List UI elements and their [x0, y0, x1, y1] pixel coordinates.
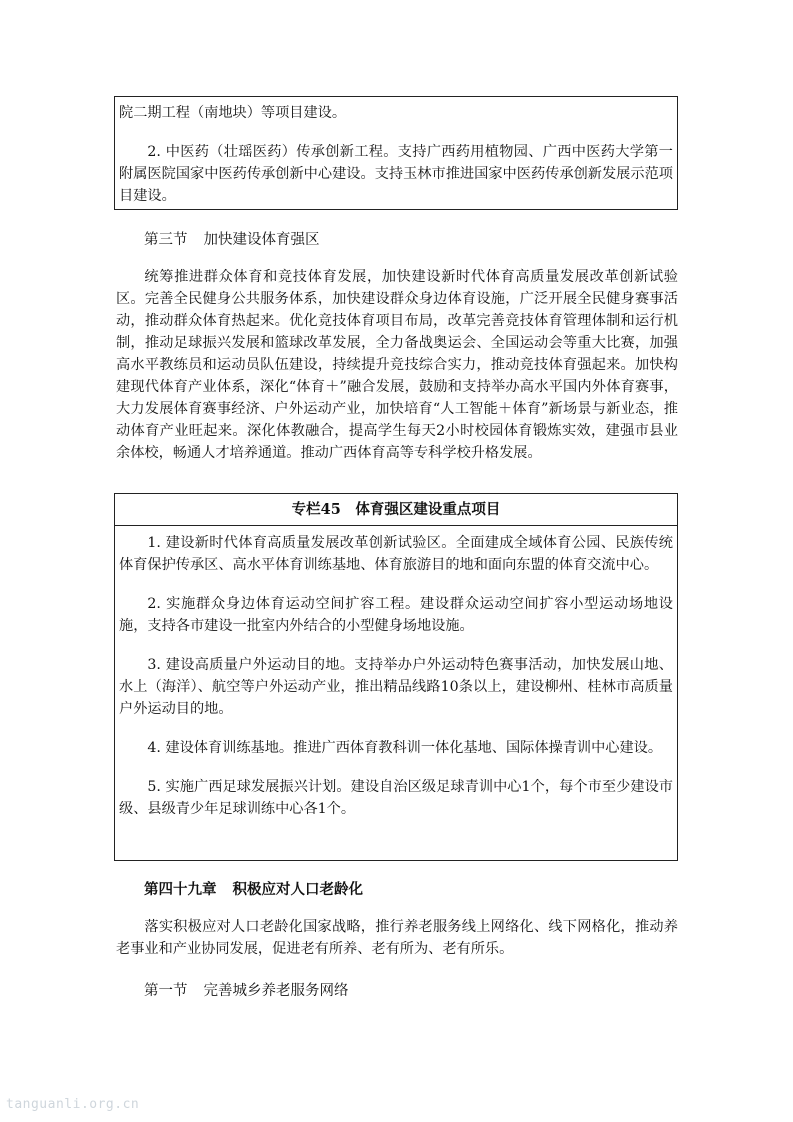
section-number: 第一节	[144, 983, 188, 999]
section-title: 完善城乡养老服务网络	[203, 983, 349, 999]
chapter-number: 第四十九章	[144, 881, 217, 898]
section-heading-3	[144, 229, 320, 251]
body-paragraph-sports	[116, 266, 678, 464]
column-item-4: 4. 建设体育训练基地。推进广西体育教科训一体化基地、国际体操青训中心建设。	[147, 740, 663, 756]
column-item-1: 1. 建设新时代体育高质量发展改革创新试验区。全面建成全域体育公园、民族传统体育保护传承区、高水平体育训练基地、体育旅游目的地和面向东盟的体育交流中心。	[119, 535, 673, 573]
chapter-title: 积极应对人口老龄化	[232, 881, 363, 898]
body-paragraph-aging	[116, 916, 678, 960]
column-item-2: 2. 实施群众身边体育运动空间扩容工程。建设群众运动空间扩容小型运动场地设施，支持各市建设一批室内外结合的小型健身场地设施。	[119, 596, 673, 634]
column-body	[115, 526, 677, 820]
section-number: 第三节	[144, 232, 188, 248]
box1-item-2: 2. 中医药（壮瑶医药）传承创新工程。支持广西药用植物园、广西中医药大学第一附属医院国家中医药传承创新中心建设。支持玉林市推进国家中医药传承创新发展示范项目建设。	[119, 144, 673, 204]
column-45-box	[114, 493, 678, 861]
paragraph-text: 统筹推进群众体育和竞技体育发展，加快建设新时代体育高质量发展改革创新试验区。完善全民健身公共服务体系，加快建设群众身边体育设施，广泛开展全民健身赛事活动，推动群众体育热起来。优化竞技体育项目布局，改革完善竞技体育管理体制和运行机制，推动足球振兴发展和篮球改革发展，全力备战奥运会、全国运动会等重大比赛，加强高水平教练员和运动员队伍建设，持续提升竞技综合实力，推动竞技体育强起来。加快构建现代体育产业体系，深化“体育＋”融合发展，鼓励和支持举办高水平国内外体育赛事，大力发展体育赛事经济、户外运动产业，加快培育“人工智能＋体育”新场景与新业态，推动体育产业旺起来。深化体教融合，提高学生每天2小时校园体育锻炼实效，建强市县业余体校，畅通人才培养通道。推动广西体育高等专科学校升格发展。	[116, 269, 678, 461]
column-item-5: 5. 实施广西足球发展振兴计划。建设自治区级足球青训中心1个，每个市至少建设市级、县级青少年足球训练中心各1个。	[119, 779, 673, 817]
watermark: tanguanli.org.cn	[6, 1097, 140, 1112]
box1-line0: 院二期工程（南地块）等项目建设。	[119, 105, 347, 121]
continued-project-box	[114, 96, 678, 210]
column-item-3: 3. 建设高质量户外运动目的地。支持举办户外运动特色赛事活动，加快发展山地、水上（海洋）、航空等户外运动产业，推出精品线路10条以上，建设柳州、桂林市高质量户外运动目的地。	[119, 657, 673, 717]
section-heading-1	[144, 980, 349, 1002]
column-title: 专栏45 体育强区建设重点项目	[115, 494, 677, 526]
chapter-heading-49	[144, 879, 363, 901]
paragraph-text: 落实积极应对人口老龄化国家战略，推行养老服务线上网络化、线下网格化，推动养老事业和产业协同发展，促进老有所养、老有所为、老有所乐。	[116, 919, 678, 957]
section-title: 加快建设体育强区	[203, 232, 320, 248]
